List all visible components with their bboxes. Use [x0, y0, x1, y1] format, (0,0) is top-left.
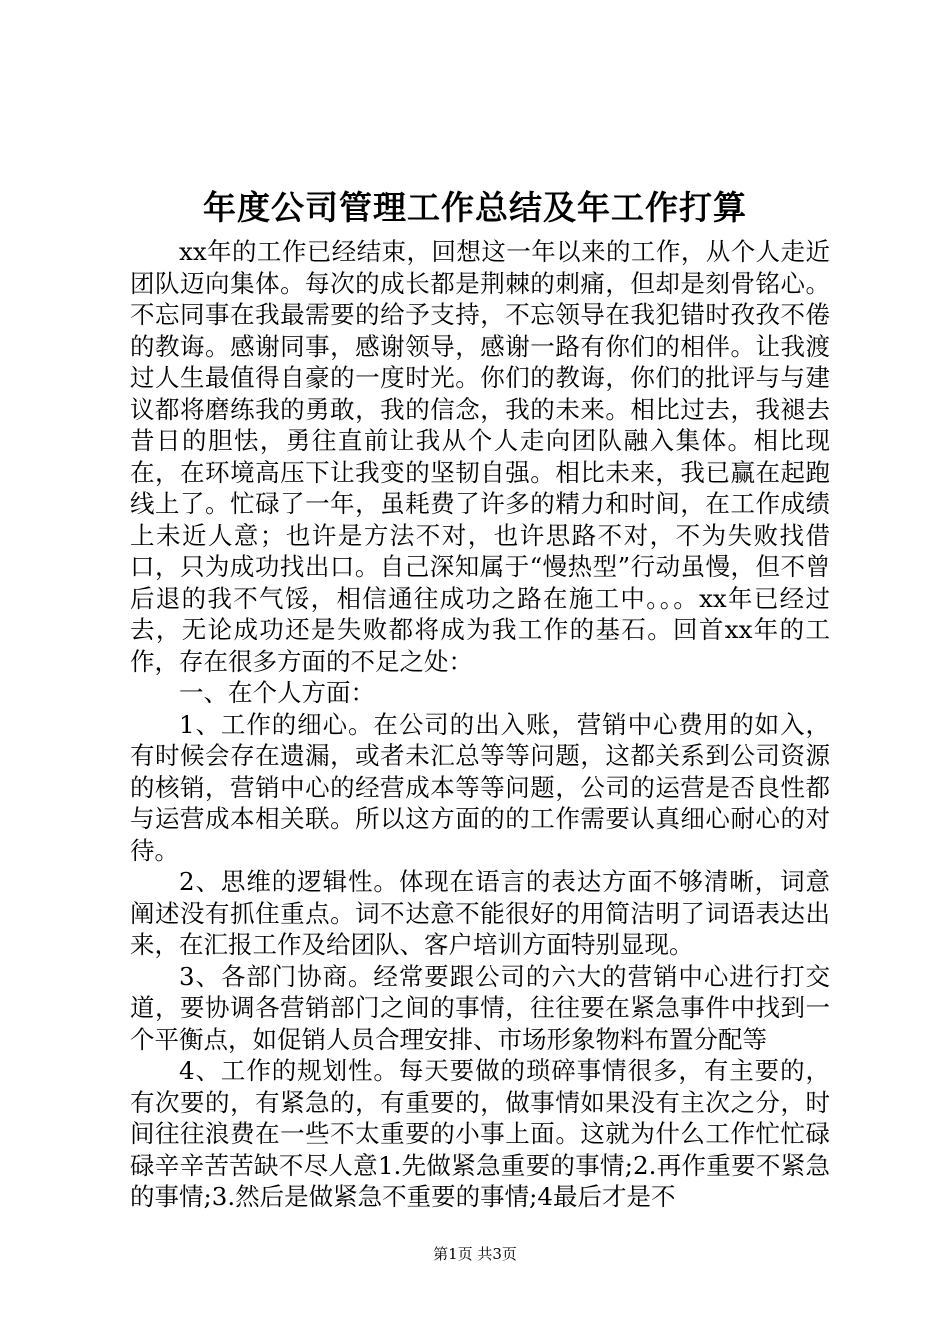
- paragraph-item-1: 1、工作的细心。在公司的出入账，营销中心费用的如入，有时候会存在遗漏，或者未汇总等等问题，这都关系到公司资源的核销，营销中心的经营成本等等问题，公司的运营是否良性都与运营成本相关联。所以这方面的的工作需要认真细心耐心的对待。: [130, 709, 830, 865]
- page-number-footer: 第1页 共3页: [433, 1245, 517, 1263]
- paragraph-item-2: 2、思维的逻辑性。体现在语言的表达方面不够清晰，词意阐述没有抓住重点。词不达意不能很好的用简洁明了词语表达出来，在汇报工作及给团队、客户培训方面特别显现。: [130, 867, 830, 959]
- document-title: 年度公司管理工作总结及年工作打算: [203, 188, 747, 227]
- paragraph-item-4: 4、工作的规划性。每天要做的琐碎事情很多，有主要的，有次要的，有紧急的，有重要的，做事情如果没有主次之分，时间往往浪费在一些不太重要的小事上面。这就为什么工作忙忙碌碌辛辛苦苦缺不尽人意1.先做紧急重要的事情;2.再作重要不紧急的事情;3.然后是做紧急不重要的事情;4最后才是不: [130, 1056, 830, 1211]
- paragraph-intro: xx年的工作已经结束，回想这一年以来的工作，从个人走近团队迈向集体。每次的成长都是荆棘的刺痛，但却是刻骨铭心。不忘同事在我最需要的给予支持，不忘领导在我犯错时孜孜不倦的教诲。感谢同事，感谢领导，感谢一路有你们的相伴。让我渡过人生最值得自豪的一度时光。你们的教诲，你们的批评与与建议都将磨练我的勇敢，我的信念，我的未来。相比过去，我褪去昔日的胆怯，勇往直前让我从个人走向团队融入集体。相比现在，在环境高压下让我变的坚韧自强。相比未来，我已赢在起跑线上了。忙碌了一年，虽耗费了许多的精力和时间，在工作成绩上未近人意；也许是方法不对，也许思路不对，不为失败找借口，只为成功找出口。自己深知属于“慢热型”行动虽慢，但不曾后退的我不气馁，相信通往成功之路在施工中。。。xx年已经过去，无论成功还是失败都将成为我工作的基石。回首xx年的工作，存在很多方面的不足之处：: [130, 237, 830, 676]
- paragraph-section-heading: 一、在个人方面：: [179, 678, 375, 707]
- paragraph-item-3: 3、各部门协商。经常要跟公司的六大的营销中心进行打交道，要协调各营销部门之间的事情，往往要在紧急事件中找到一个平衡点，如促销人员合理安排、市场形象物料布置分配等: [130, 961, 830, 1054]
- document-body: [130, 236, 830, 1213]
